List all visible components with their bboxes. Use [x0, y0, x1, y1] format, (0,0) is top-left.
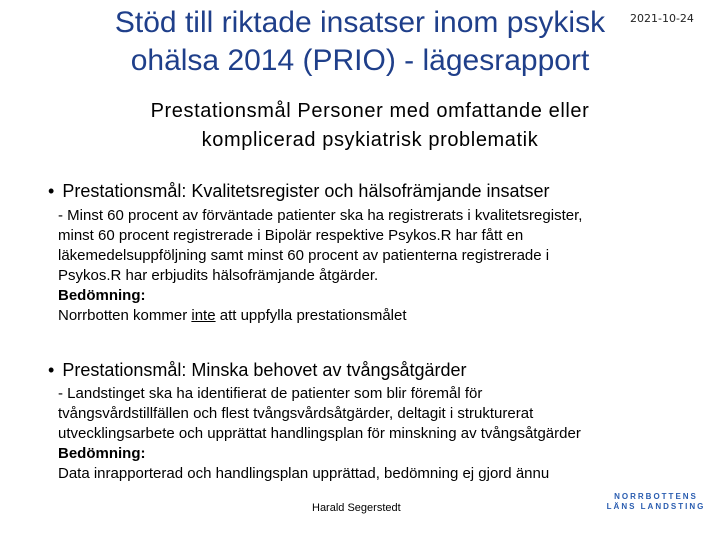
section-1-line: minst 60 procent registrerade i Bipolär respektive Psykos.R har fått en — [58, 227, 524, 244]
section-2-line: tvångsvårdstillfällen och flest tvångsvårdsåtgärder, deltagit i strukturerat — [58, 405, 534, 422]
footer-author: Harald Segerstedt — [312, 502, 401, 514]
slide-title — [40, 4, 680, 80]
logo-line-1: NORRBOTTENS — [614, 492, 698, 501]
subtitle-line-2: komplicerad psykiatrisk problematik — [201, 129, 539, 151]
section-1-line: - Minst 60 procent av förväntade patienter ska ha registrerats i kvalitetsregister, — [58, 207, 583, 224]
subtitle-line-1: Prestationsmål Personer med omfattande eller — [150, 100, 590, 122]
assessment-underlined: inte — [191, 307, 216, 324]
logo-line-2: LÄNS LANDSTING — [606, 502, 706, 511]
section-2-assessment-label: Bedömning: — [58, 445, 146, 462]
section-1-assessment-label: Bedömning: — [58, 287, 146, 304]
slide-date: 2021-10-24 — [630, 12, 694, 25]
section-2-heading — [48, 359, 467, 381]
bullet: • — [48, 181, 55, 201]
slide-subtitle — [60, 97, 680, 155]
section-1-heading — [48, 180, 550, 202]
section-2-assessment: Data inrapporterad och handlingsplan upprättad, bedömning ej gjord ännu — [58, 465, 550, 482]
assessment-pre: Norrbotten kommer — [58, 307, 192, 324]
section-2-body — [58, 384, 708, 484]
section-1-heading-text: Prestationsmål: Kvalitetsregister och hälsofrämjande insatser — [62, 181, 550, 201]
section-1-body — [58, 206, 708, 326]
section-1-assessment — [58, 306, 708, 326]
section-2-line: - Landstinget ska ha identifierat de patienter som blir föremål för — [58, 385, 483, 402]
bullet: • — [48, 360, 55, 380]
section-2-line: utvecklingsarbete och upprättat handlingsplan för minskning av tvångsåtgärder — [58, 425, 581, 442]
section-1-line: läkemedelsuppföljning samt minst 60 procent av patienterna registrerade i — [58, 247, 550, 264]
title-line-1: Stöd till riktade insatser inom psykisk — [114, 6, 606, 39]
title-line-2: ohälsa 2014 (PRIO) - lägesrapport — [130, 44, 590, 77]
assessment-post: att uppfylla prestationsmålet — [215, 307, 407, 324]
section-2-heading-text: Prestationsmål: Minska behovet av tvångsåtgärder — [62, 360, 467, 380]
section-1-line: Psykos.R har erbjudits hälsofrämjande åtgärder. — [58, 267, 379, 284]
organization-logo — [606, 492, 706, 522]
